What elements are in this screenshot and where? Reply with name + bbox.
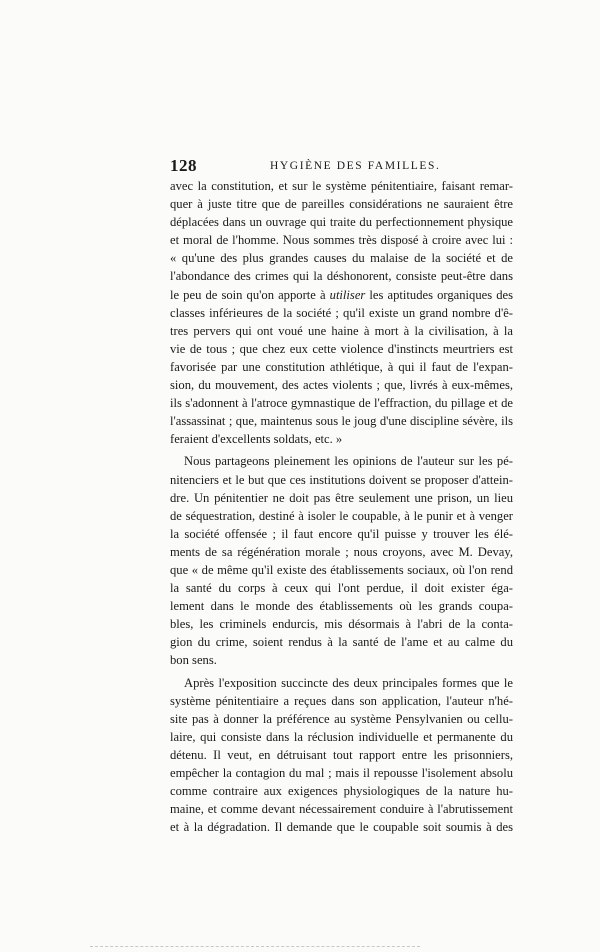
text-fragment: les aptitudes organiques des: [365, 287, 513, 302]
text-line: site pas à donner la préférence au système Pensylvanien ou cellu-: [170, 711, 513, 726]
text-line: l'assassinat ; que, maintenus sous le joug d'une discipline sévère, ils: [170, 414, 513, 429]
text-line: bles, les criminels endurcis, mis désormais à l'abri de la conta-: [170, 617, 513, 632]
text-line: vie de tous ; que chez eux cette violence d'instincts meurtriers est: [170, 341, 513, 356]
text-line: nitenciers et le but que ces institutions doivent se proposer d'attein-: [170, 472, 513, 487]
text-line: ils s'adonnent à l'atroce gymnastique de l'effraction, du pillage et de: [170, 396, 513, 411]
text-line: tres pervers qui ont voué une haine à mort à la civilisation, à la: [170, 323, 513, 338]
text-line: maine, et comme devant nécessairement conduire à l'abrutissement: [170, 802, 513, 817]
text-line: l'abondance des crimes qui la déshonorent, consiste peut-être dans: [170, 269, 513, 284]
paragraph-3: [170, 674, 513, 837]
text-line: déplacées dans un ouvrage qui traite du perfectionnement physique: [170, 215, 513, 230]
text-line: que « de même qu'il existe des établissements sociaux, où l'on rend: [170, 562, 513, 577]
text-line-first: Après l'exposition succincte des deux principales formes que le: [184, 675, 513, 690]
text-line: avec la constitution, et sur le système pénitentiaire, faisant remar-: [170, 179, 513, 193]
paragraph-2: [170, 452, 513, 669]
text-line: gion du crime, soient rendus à la santé de l'ame et au calme du: [170, 635, 513, 650]
text-line-last: bon sens.: [170, 653, 217, 668]
text-line: système pénitentiaire a reçues dans son application, l'auteur n'hé-: [170, 693, 513, 708]
body-text: [170, 177, 513, 836]
text-line: la santé du corps à ceux qui l'ont perdue, il doit exister éga-: [170, 581, 513, 596]
text-line: lement dans le monde des établissements où les grands coupa-: [170, 599, 513, 614]
text-line: détenu. Il veut, en détruisant tout rapport entre les prisonniers,: [170, 747, 513, 762]
text-line: favorisée par une constitution athlétique, à qui il faut de l'expan-: [170, 359, 513, 374]
text-line: laire, qui consiste dans la réclusion individuelle et permanente du: [170, 729, 513, 744]
text-line: classes inférieures de la société ; qu'il existe un grand nombre d'ê-: [170, 305, 513, 320]
emphasized-word: utiliser: [329, 287, 366, 302]
running-title: HYGIÈNE DES FAMILLES.: [270, 160, 441, 172]
text-line: comme contraire aux exigences physiologiques de la nature hu-: [170, 784, 513, 799]
text-line: sion, du mouvement, des actes violents ; que, livrés à eux-mêmes,: [170, 378, 513, 393]
text-line: dre. Un pénitentier ne doit pas être seulement une prison, un lieu: [170, 490, 513, 505]
page-header: [170, 156, 513, 178]
text-line: la société offensée ; il faut encore qu'il puisse y trouver les élé-: [170, 526, 513, 541]
text-line: et à la dégradation. Il demande que le coupable soit soumis à des: [170, 820, 513, 835]
paragraph-1: [170, 177, 513, 448]
text-line: quer à juste titre que de pareilles considérations ne sauraient être: [170, 197, 513, 212]
text-line: de séquestration, destiné à isoler le coupable, à le punir et à venger: [170, 508, 513, 523]
text-line-last: feraient d'excellents soldats, etc. »: [170, 432, 343, 447]
text-fragment: le peu de soin qu'on apporte à: [170, 287, 330, 302]
text-line: empêcher la contagion du mal ; mais il repousse l'isolement absolu: [170, 766, 513, 780]
text-line: et moral de l'homme. Nous sommes très disposé à croire avec lui :: [170, 233, 513, 248]
text-line-with-emphasis: [170, 286, 513, 304]
scan-edge-divider: [90, 946, 420, 948]
text-line-first: Nous partageons pleinement les opinions de l'auteur sur les pé-: [184, 454, 513, 469]
page-number: 128: [170, 156, 197, 175]
text-line: « qu'une des plus grandes causes du malaise de la société et de: [170, 251, 513, 266]
text-line: ments de sa régénération morale ; nous croyons, avec M. Devay,: [170, 544, 513, 559]
